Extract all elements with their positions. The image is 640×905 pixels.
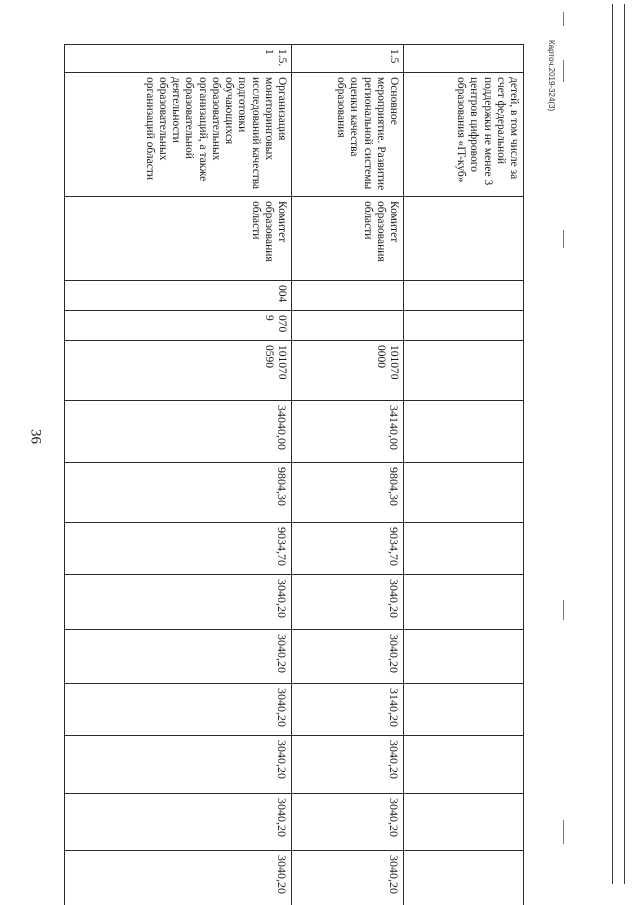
cell-year-1: 9804,30 bbox=[292, 463, 404, 523]
cell-year-7: 3040,20 bbox=[292, 794, 404, 851]
document-stamp: Карточ.2019-324(3) bbox=[547, 40, 556, 112]
margin-tick bbox=[563, 820, 564, 844]
cell-grbs bbox=[404, 281, 524, 311]
cell-year-5: 3140,20 bbox=[292, 684, 404, 736]
cell-year-5 bbox=[404, 684, 524, 736]
cell-executor bbox=[404, 197, 524, 281]
cell-year-6: 3040,20 bbox=[65, 736, 292, 794]
cell-grbs bbox=[292, 281, 404, 311]
cell-year-6: 3040,20 bbox=[292, 736, 404, 794]
cell-year-4: 3040,20 bbox=[292, 630, 404, 684]
cell-rzpr: 070 9 bbox=[65, 311, 292, 341]
cell-csr: 101070 0000 bbox=[292, 341, 404, 401]
cell-executor: Комитет образования области bbox=[65, 197, 292, 281]
cell-csr bbox=[404, 341, 524, 401]
cell-csr: 101070 0590 bbox=[65, 341, 292, 401]
cell-total: 34040,00 bbox=[65, 401, 292, 463]
cell-year-3 bbox=[404, 575, 524, 630]
cell-title: Организация мониторинговых исследований качества подготовки обучающихся образовательных организаций, а также образовательной деятельности образовательных организаций области bbox=[65, 73, 292, 197]
margin-tick bbox=[563, 600, 564, 620]
cell-year-5: 3040,20 bbox=[65, 684, 292, 736]
cell-total bbox=[404, 401, 524, 463]
cell-year-1: 9804,30 bbox=[65, 463, 292, 523]
table-row bbox=[65, 45, 292, 905]
table-row bbox=[404, 45, 524, 905]
cell-year-6 bbox=[404, 736, 524, 794]
margin-tick bbox=[563, 12, 564, 26]
margin-line bbox=[612, 4, 613, 884]
page-number: 36 bbox=[27, 429, 44, 444]
cell-year-4 bbox=[404, 630, 524, 684]
budget-table-rotated bbox=[64, 44, 524, 894]
cell-grbs: 004 bbox=[65, 281, 292, 311]
cell-rzpr bbox=[292, 311, 404, 341]
cell-year-3: 3040,20 bbox=[65, 575, 292, 630]
cell-rzpr bbox=[404, 311, 524, 341]
cell-year-2: 9034,70 bbox=[65, 523, 292, 575]
cell-year-7: 3040,20 bbox=[65, 794, 292, 851]
cell-year-7 bbox=[404, 794, 524, 851]
margin-tick bbox=[563, 230, 564, 248]
cell-year-8 bbox=[404, 851, 524, 905]
table-row bbox=[292, 45, 404, 905]
budget-table bbox=[64, 44, 524, 905]
cell-num: 1.5 bbox=[292, 45, 404, 73]
cell-year-8: 3040,20 bbox=[65, 851, 292, 905]
cell-year-2 bbox=[404, 523, 524, 575]
margin-tick bbox=[563, 60, 564, 82]
cell-year-2: 9034,70 bbox=[292, 523, 404, 575]
cell-title: Основное мероприятие. Развитие региональной системы оценки качества образования bbox=[292, 73, 404, 197]
cell-title: детей, в том числе за счет федеральной поддержки не менее 3 центров цифрового образования «IT-куб» bbox=[404, 73, 524, 197]
margin-line bbox=[624, 4, 625, 884]
cell-year-8: 3040,20 bbox=[292, 851, 404, 905]
cell-year-1 bbox=[404, 463, 524, 523]
cell-year-4: 3040,20 bbox=[65, 630, 292, 684]
cell-executor: Комитет образования области bbox=[292, 197, 404, 281]
cell-num: 1.5.1 bbox=[65, 45, 292, 73]
cell-year-3: 3040,20 bbox=[292, 575, 404, 630]
cell-num bbox=[404, 45, 524, 73]
cell-total: 34140,00 bbox=[292, 401, 404, 463]
